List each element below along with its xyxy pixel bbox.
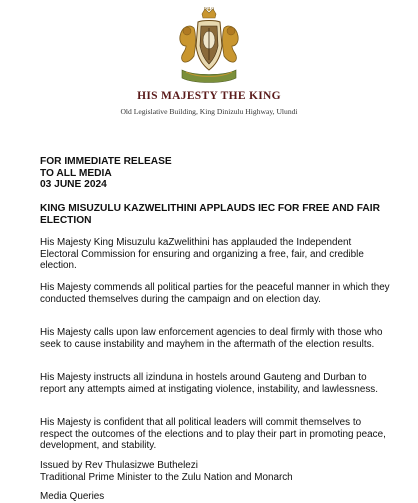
release-line: TO ALL MEDIA [40, 167, 112, 179]
signature-title: Traditional Prime Minister to the Zulu Nation and Monarch [40, 472, 293, 483]
headline: KING MISUZULU KAZWELITHINI APPLAUDS IEC FOR FREE AND FAIR ELECTION [40, 203, 380, 226]
royal-crest [176, 6, 242, 88]
media-queries-label: Media Queries [40, 491, 105, 502]
org-title: HIS MAJESTY THE KING [137, 90, 281, 102]
crest-caption: ISILO [203, 6, 215, 11]
org-address: Old Legislative Building, King Dinizulu Highway, Ulundi [120, 107, 298, 116]
signature-name: Issued by Rev Thulasizwe Buthelezi [40, 460, 198, 471]
paragraph-4: His Majesty instructs all izinduna in hostels around Gauteng and Durban to report any attempts aimed at instigating violence, instability, and lawlessness. [40, 372, 378, 395]
paragraph-2: His Majesty commends all political parties for the peaceful manner in which they conducted themselves during the campaign and on election day. [40, 282, 390, 305]
release-block [40, 156, 172, 191]
coat-of-arms-icon [176, 6, 242, 88]
release-line: FOR IMMEDIATE RELEASE [40, 156, 172, 167]
paragraph-3: His Majesty calls upon law enforcement agencies to deal firmly with those who seek to cause instability and mayhem in the aftermath of the election results. [40, 327, 383, 350]
release-date: 03 JUNE 2024 [40, 179, 107, 191]
paragraph-1: His Majesty King Misuzulu kaZwelithini has applauded the Independent Electoral Commission for ensuring and organizing a free, fair, and credible election. [40, 237, 364, 272]
paragraph-5: His Majesty is confident that all political leaders will commit themselves to respect the outcomes of the elections and to play their part in promoting peace, development, and stability. [40, 417, 386, 452]
